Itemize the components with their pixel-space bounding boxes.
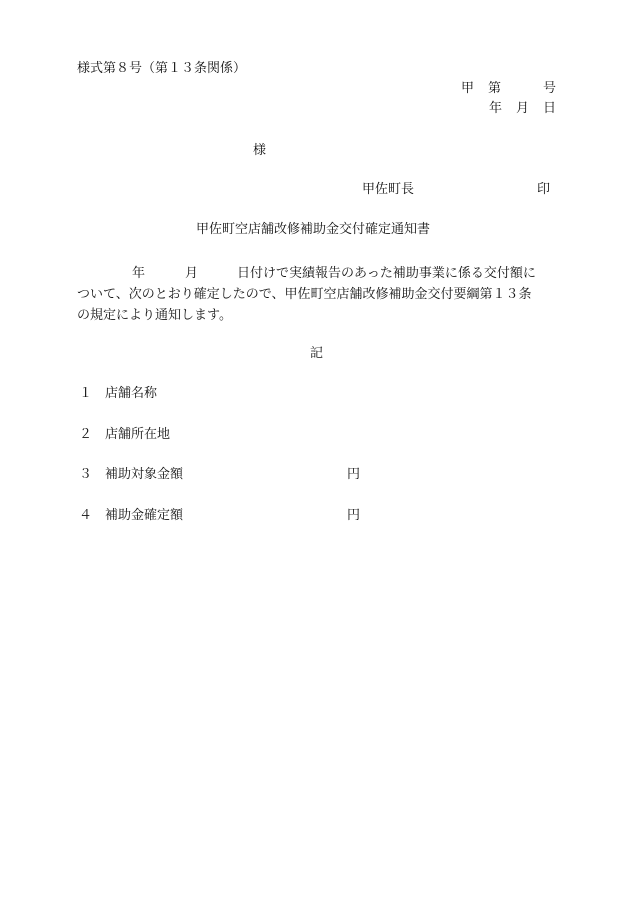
body-year: 年: [132, 266, 146, 281]
number-go: 号: [542, 81, 556, 96]
item-unit: 円: [347, 508, 361, 523]
item-number: ３: [79, 467, 93, 482]
body-paragraph: [77, 263, 555, 326]
document-number-line: [461, 82, 556, 95]
item-number: ２: [79, 427, 93, 442]
date-day: 日: [542, 101, 556, 116]
form-number: 様式第８号（第１３条関係）: [77, 61, 247, 76]
item-label: 店舗所在地: [105, 427, 171, 442]
number-prefix: 甲: [461, 81, 475, 96]
item-number: ４: [79, 508, 93, 523]
item-label: 補助対象金額: [105, 467, 184, 482]
body-line-1-rest: 日付けで実績報告のあった補助事業に係る交付額に: [237, 266, 536, 281]
item-unit: 円: [347, 467, 361, 482]
addressee-suffix: 様: [253, 143, 267, 158]
item-number: １: [79, 386, 93, 401]
number-dai: 第: [488, 81, 502, 96]
list-item: [77, 428, 170, 441]
record-heading: 記: [310, 346, 324, 361]
body-line-1: [77, 263, 555, 284]
list-item: [77, 508, 361, 523]
body-line-3: の規定により通知します。: [77, 308, 232, 323]
item-label: 店舗名称: [105, 386, 158, 401]
issuer-name: 甲佐町長: [362, 182, 415, 197]
date-month: 月: [515, 101, 529, 116]
body-line-2: ついて、次のとおり確定したので、甲佐町空店舗改修補助金交付要綱第１３条: [77, 287, 532, 302]
list-item: [77, 387, 157, 400]
date-year: 年: [489, 101, 503, 116]
seal-mark: 印: [537, 182, 551, 197]
issue-date-line: [489, 102, 556, 115]
document-title: 甲佐町空店舗改修補助金交付確定通知書: [196, 222, 431, 237]
list-item: [77, 467, 361, 482]
body-month: 月: [185, 266, 199, 281]
item-label: 補助金確定額: [105, 508, 184, 523]
